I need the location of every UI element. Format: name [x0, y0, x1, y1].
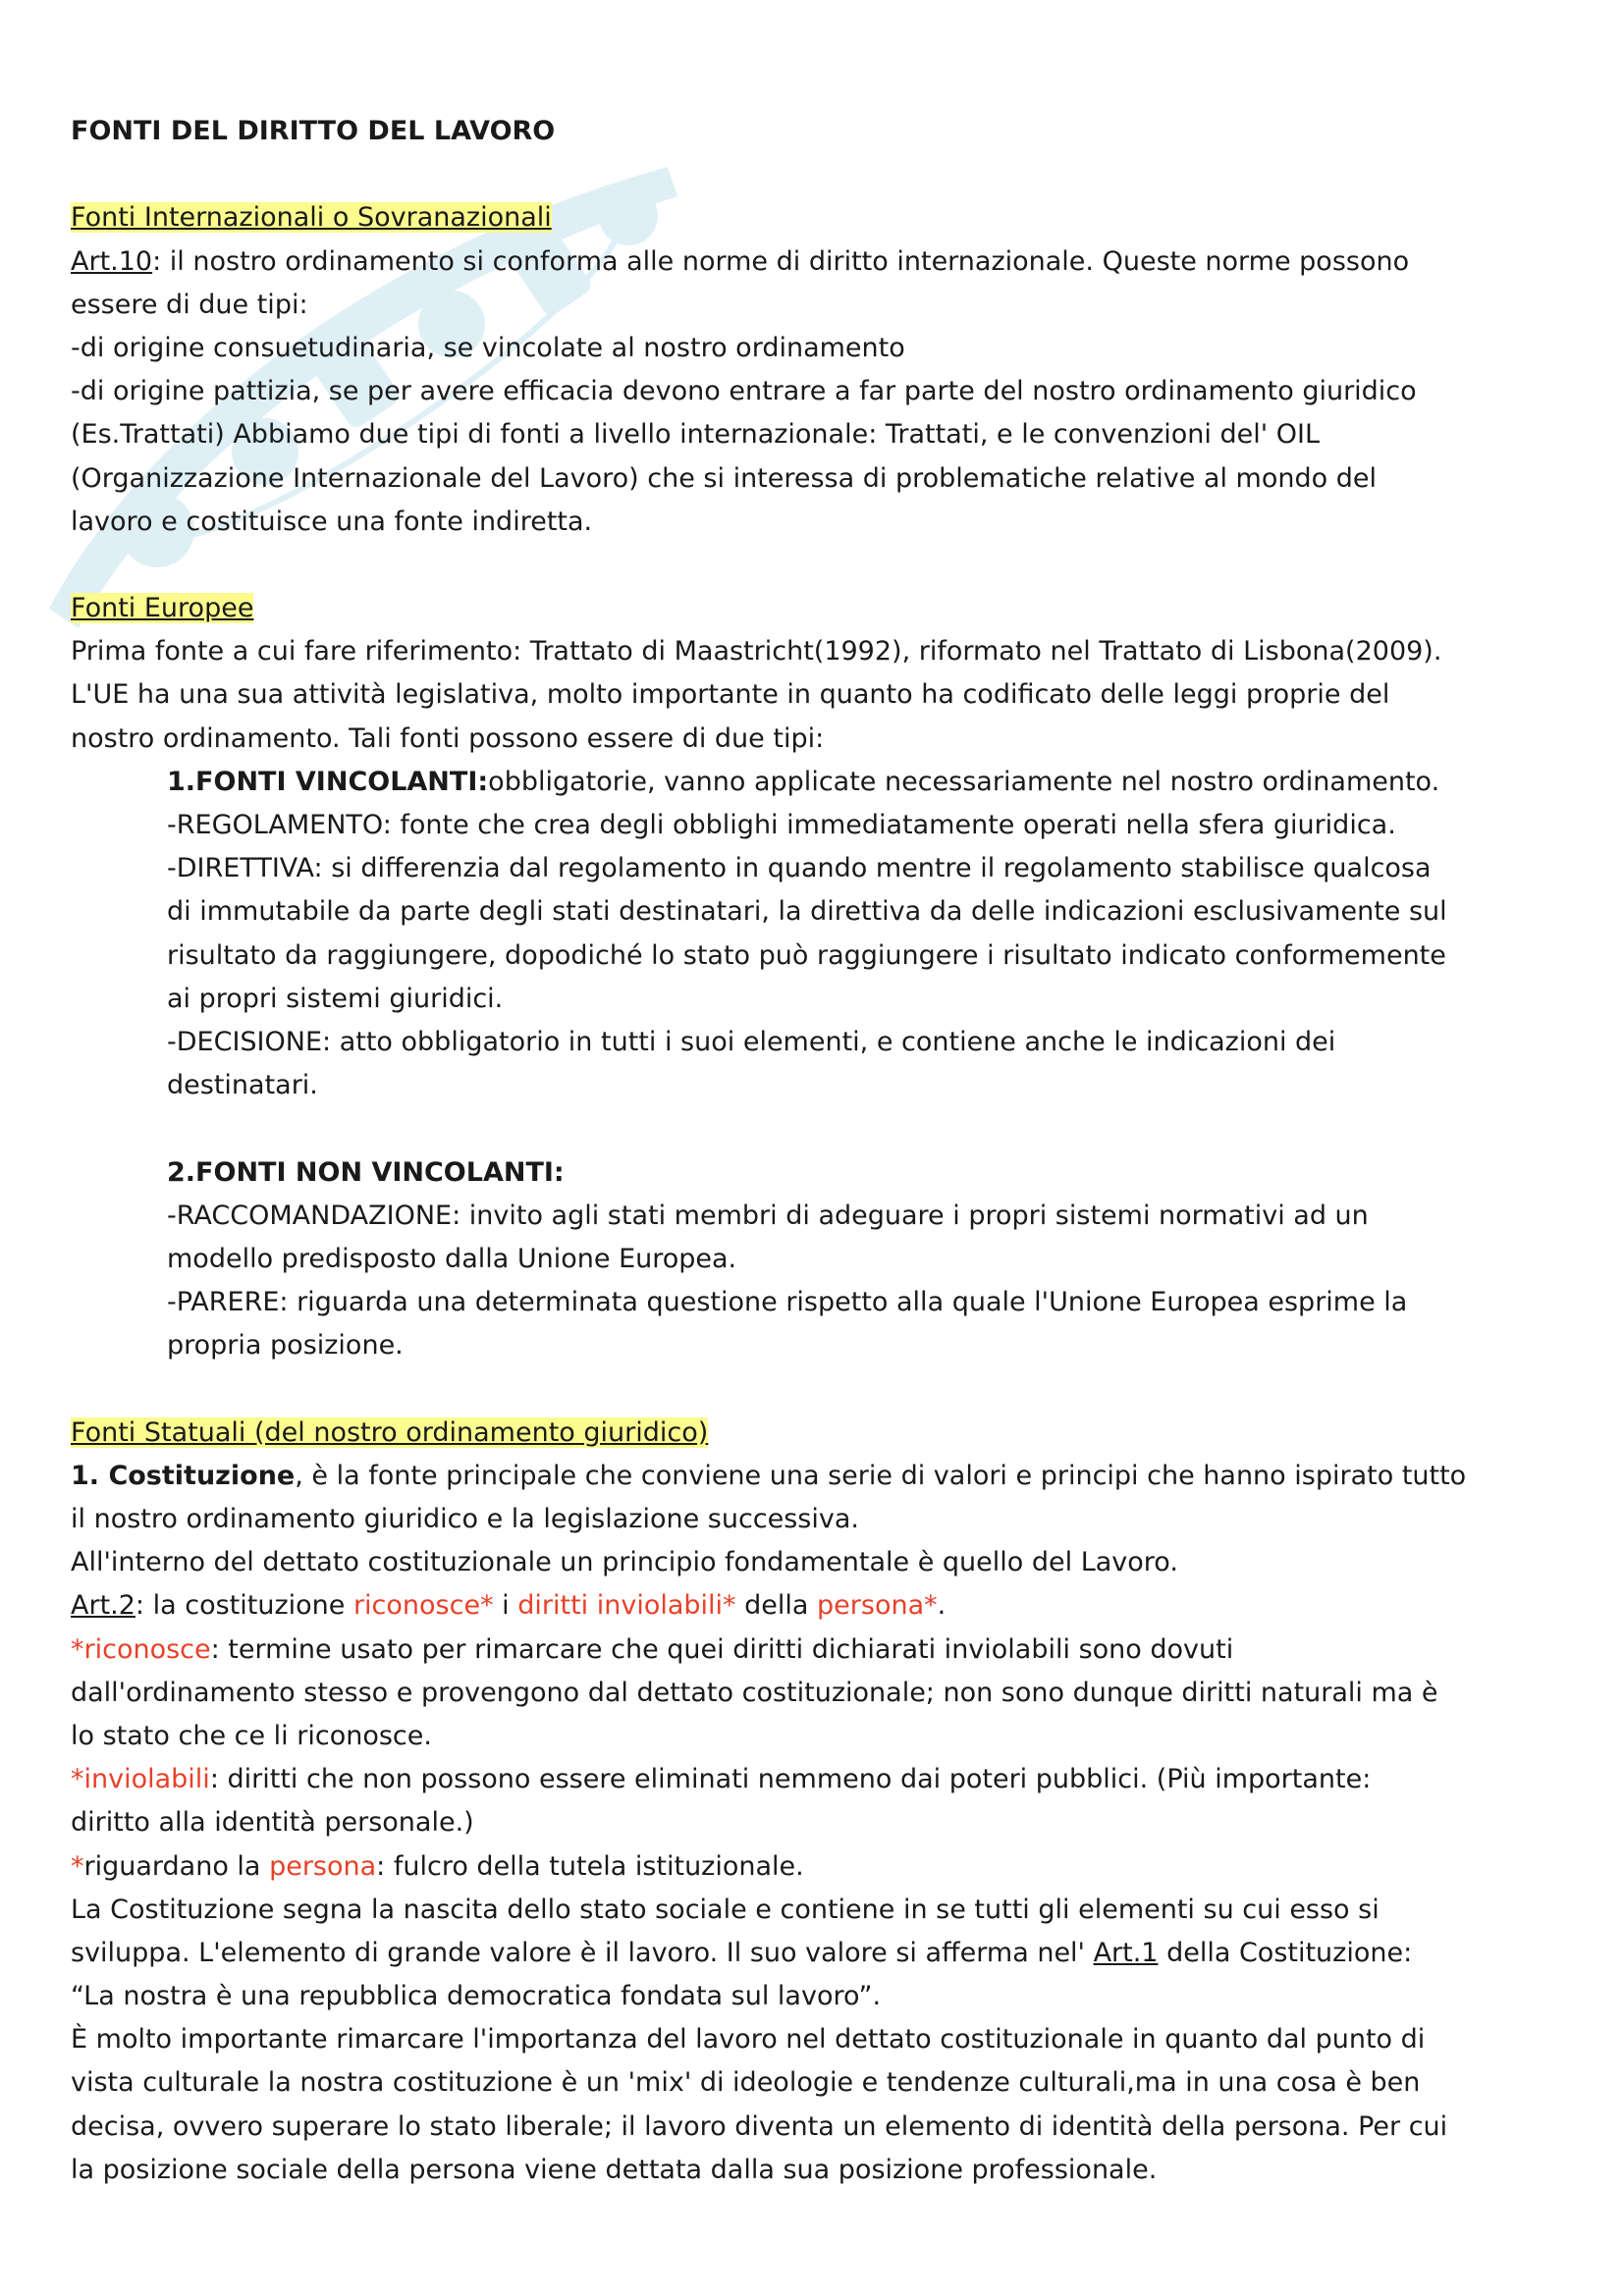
- paragraph-line: “La nostra è una repubblica democratica fondata sul lavoro”.: [71, 1981, 882, 2012]
- paragraph-line: -di origine consuetudinaria, se vincolate al nostro ordinamento: [71, 332, 905, 363]
- paragraph-line: La Costituzione segna la nascita dello stato sociale e contiene in se tutti gli elementi su cui esso si: [71, 1894, 1380, 1925]
- list-item: 1.FONTI VINCOLANTI:obbligatorie, vanno applicate necessariamente nel nostro ordinamento.: [167, 766, 1440, 797]
- paragraph-line: vista culturale la nostra costituzione è un 'mix' di ideologie e tendenze culturali,ma in una cosa è ben: [71, 2067, 1421, 2099]
- paragraph-line: il nostro ordinamento giuridico e la legislazione successiva.: [71, 1504, 859, 1534]
- paragraph-line: L'UE ha una sua attività legislativa, molto importante in quanto ha codificato delle leggi proprie del: [71, 679, 1390, 711]
- paragraph-line: È molto importante rimarcare l'importanza del lavoro nel dettato costituzionale in quanto dal punto di: [71, 2024, 1426, 2056]
- list-item: -PARERE: riguarda una determinata questione rispetto alla quale l'Unione Europea esprime la: [167, 1287, 1408, 1318]
- paragraph-line: *riconosce: termine usato per rimarcare che quei diritti dichiarati inviolabili sono dovuti: [71, 1633, 1234, 1665]
- note-term: persona: [269, 1850, 377, 1882]
- subheading-non-vincolanti: 2.FONTI NON VINCOLANTI:: [167, 1156, 565, 1188]
- subheading-vincolanti: 1.FONTI VINCOLANTI:: [167, 766, 489, 797]
- list-item: propria posizione.: [167, 1330, 404, 1362]
- list-item: -DECISIONE: atto obbligatorio in tutti i suoi elementi, e contiene anche le indicazioni dei: [167, 1026, 1336, 1057]
- list-item: destinatari.: [167, 1070, 318, 1101]
- paragraph-line: la posizione sociale della persona viene dettata dalla sua posizione professionale.: [71, 2154, 1158, 2185]
- paragraph-line: nostro ordinamento. Tali fonti possono essere di due tipi:: [71, 722, 825, 754]
- paragraph-line: essere di due tipi:: [71, 289, 308, 320]
- list-item: risultato da raggiungere, dopodiché lo stato può raggiungere i risultato indicato conformemente: [167, 939, 1446, 971]
- note-term: *riconosce: [71, 1633, 211, 1665]
- paragraph-line: Prima fonte a cui fare riferimento: Trattato di Maastricht(1992), riformato nel Trattato di Lisbona(2009).: [71, 636, 1442, 667]
- paragraph-line: Art.10: il nostro ordinamento si conforma alle norme di diritto internazionale. Queste norme possono: [71, 245, 1410, 277]
- list-item: -RACCOMANDAZIONE: invito agli stati membri di adeguare i propri sistemi normativi ad un: [167, 1200, 1369, 1231]
- subheading-costituzione: 1. Costituzione: [71, 1460, 296, 1491]
- paragraph-line: -di origine pattizia, se per avere efficacia devono entrare a far parte del nostro ordinamento giuridico: [71, 376, 1417, 407]
- note-term: *inviolabili: [71, 1764, 210, 1795]
- list-item: modello predisposto dalla Unione Europea.: [167, 1243, 737, 1274]
- paragraph-line: *riguardano la persona: fulcro della tutela istituzionale.: [71, 1850, 804, 1882]
- document-page: [71, 110, 1563, 2192]
- paragraph-line: *inviolabili: diritti che non possono essere eliminati nemmeno dai poteri pubblici. (Più importante:: [71, 1764, 1372, 1795]
- paragraph-line: 1. Costituzione, è la fonte principale che conviene una serie di valori e principi che hanno ispirato tutto: [71, 1460, 1467, 1491]
- list-item: -REGOLAMENTO: fonte che crea degli obblighi immediatamente operati nella sfera giuridica.: [167, 810, 1396, 840]
- article-reference: Art.2: [71, 1590, 135, 1622]
- note-star: *: [71, 1850, 84, 1882]
- paragraph-line: lavoro e costituisce una fonte indiretta.: [71, 506, 593, 537]
- list-item: ai propri sistemi giuridici.: [167, 983, 504, 1014]
- paragraph-line: lo stato che ce li riconosce.: [71, 1720, 432, 1751]
- paragraph-line: All'interno del dettato costituzionale un principio fondamentale è quello del Lavoro.: [71, 1547, 1178, 1578]
- list-item: -DIRETTIVA: si differenzia dal regolamento in quando mentre il regolamento stabilisce qualcosa: [167, 853, 1432, 884]
- paragraph-line: Art.2: la costituzione riconosce* i diritti inviolabili* della persona*.: [71, 1590, 947, 1622]
- section-heading-internazionali: Fonti Internazionali o Sovranazionali: [71, 202, 552, 234]
- paragraph-line: (Organizzazione Internazionale del Lavoro) che si interessa di problematiche relative al mondo del: [71, 462, 1377, 494]
- paragraph-line: dall'ordinamento stesso e provengono dal dettato costituzionale; non sono dunque diritti naturali ma è: [71, 1677, 1438, 1708]
- paragraph-line: sviluppa. L'elemento di grande valore è il lavoro. Il suo valore si afferma nel' Art.1 della Costituzione:: [71, 1937, 1413, 1968]
- list-item: di immutabile da parte degli stati destinatari, la direttiva da delle indicazioni esclusivamente sul: [167, 896, 1447, 928]
- paragraph-line: (Es.Trattati) Abbiamo due tipi di fonti a livello internazionale: Trattati, e le convenzioni del' OIL: [71, 419, 1320, 451]
- paragraph-line: decisa, ovvero superare lo stato liberale; il lavoro diventa un elemento di identità della persona. Per cui: [71, 2110, 1448, 2142]
- article-reference: Art.10: [71, 245, 153, 277]
- section-heading-statuali: Fonti Statuali (del nostro ordinamento giuridico): [71, 1416, 709, 1448]
- document-title: FONTI DEL DIRITTO DEL LAVORO: [71, 116, 556, 146]
- section-heading-europee: Fonti Europee: [71, 593, 254, 624]
- article-reference: Art.1: [1093, 1937, 1159, 1968]
- paragraph-line: diritto alla identità personale.): [71, 1807, 474, 1839]
